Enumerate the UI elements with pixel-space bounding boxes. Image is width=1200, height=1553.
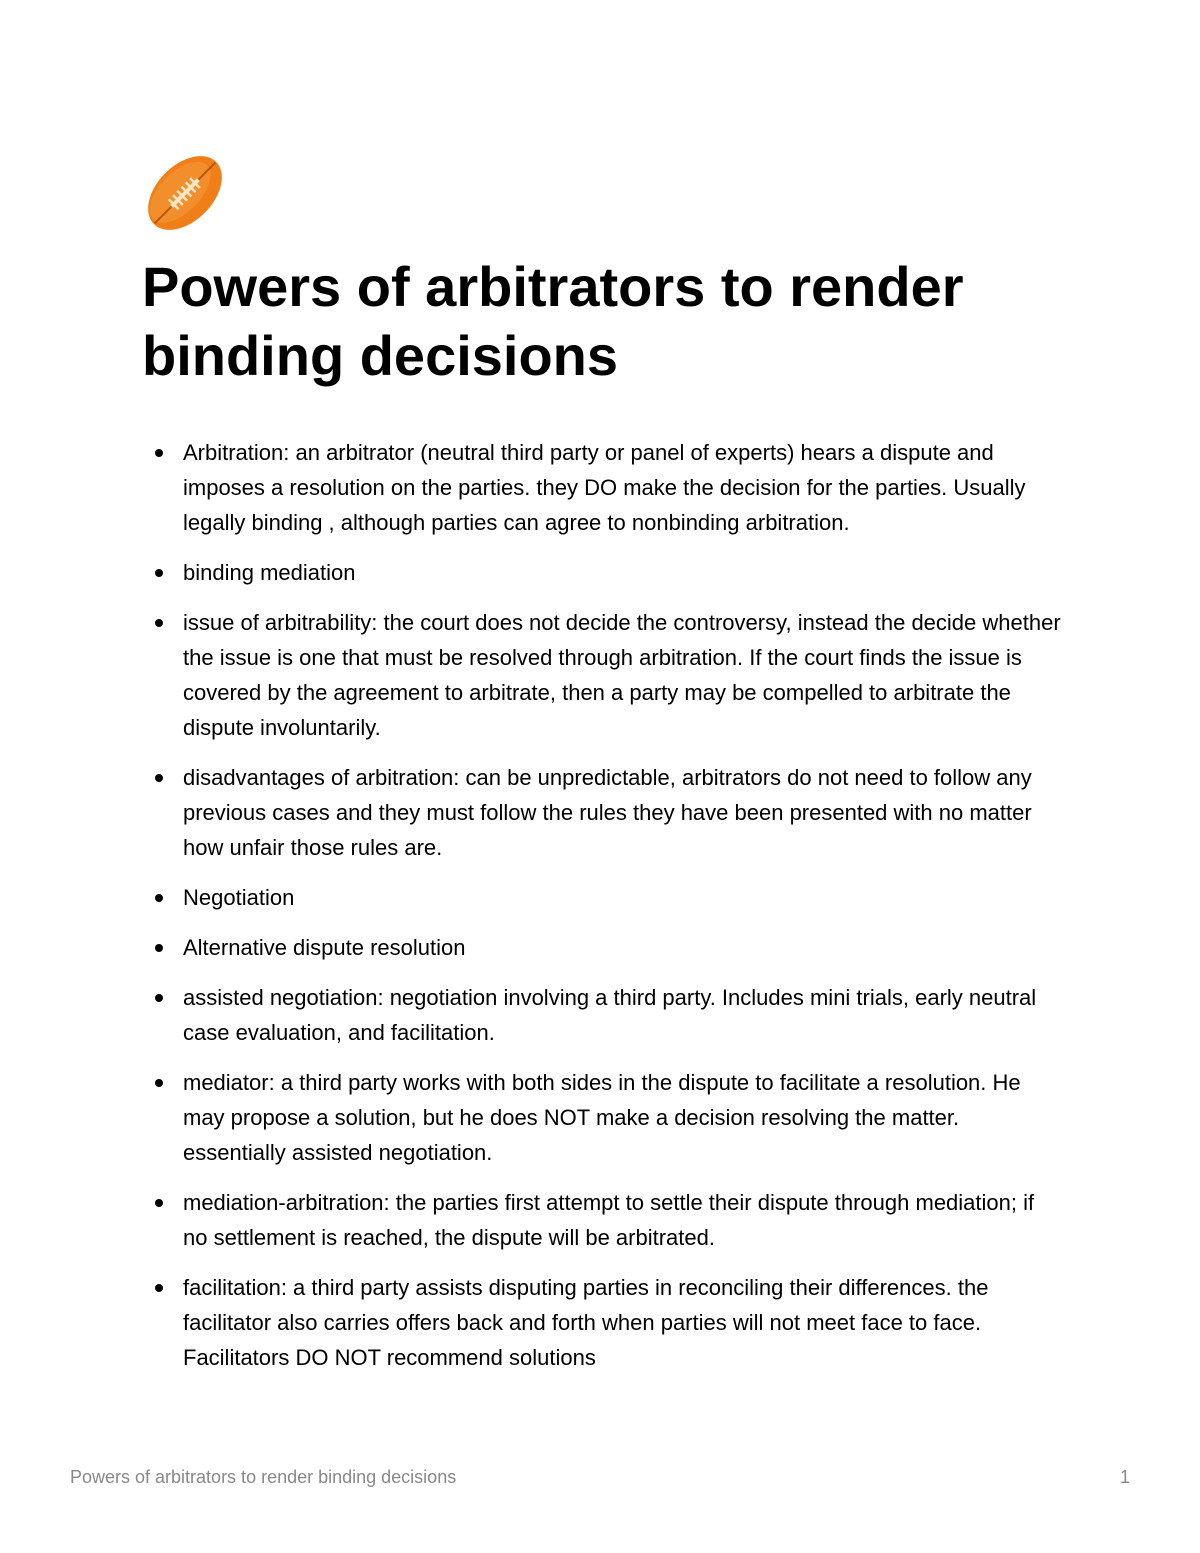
list-item-text: mediation-arbitration: the parties first attempt to settle their dispute through mediation; if no settlement is reached, the dispute will be arbitrated. [183,1190,1035,1250]
bullet-icon [155,944,163,952]
bullet-icon [155,619,163,627]
bullet-icon [155,994,163,1002]
list-item-text: mediator: a third party works with both sides in the dispute to facilitate a resolution. He may propose a solution, but he does NOT make a decision resolving the matter. essentially assisted negotiation. [183,1070,1021,1165]
bullet-icon [155,1284,163,1292]
bullet-icon [155,894,163,902]
list-item-text: binding mediation [183,560,356,585]
bullet-icon [155,1079,163,1087]
footer-title: Powers of arbitrators to render binding decisions [70,1467,457,1487]
list-item-text: issue of arbitrability: the court does not decide the controversy, instead the decide whether the issue is one that must be resolved through arbitration. If the court finds the issue is covered by the agreement to arbitrate, then a party may be compelled to arbitrate the dispute involuntarily. [183,610,1061,740]
list-item-text: assisted negotiation: negotiation involving a third party. Includes mini trials, early neutral case evaluation, and facilitation. [183,985,1037,1045]
list-item [0,1065,1063,1170]
list-item-text: Arbitration: an arbitrator (neutral third party or panel of experts) hears a dispute and imposes a resolution on the parties. they DO make the decision for the parties. Usually legally binding , although parties can agree to nonbinding arbitration. [183,440,1026,535]
list-item [0,555,1063,590]
page-title: Powers of arbitrators to render binding decisions [142,255,964,387]
list-item [0,605,1063,745]
list-item [0,930,1063,965]
bullet-list [0,435,1200,1390]
bullet-icon [155,1199,163,1207]
list-item [0,760,1063,865]
list-item-text: Alternative dispute resolution [183,935,466,960]
list-item [0,880,1063,915]
bullet-icon [155,569,163,577]
list-item [0,1185,1063,1255]
bullet-icon [155,449,163,457]
rugby-football-icon [144,153,226,233]
list-item-text: disadvantages of arbitration: can be unpredictable, arbitrators do not need to follow any previous cases and they must follow the rules they have been presented with no matter how unfair those rules are. [183,765,1032,860]
list-item [0,1270,1063,1375]
page-number: 1 [1119,1467,1130,1487]
list-item [0,980,1063,1050]
list-item-text: Negotiation [183,885,295,910]
list-item [0,435,1063,540]
list-item-text: facilitation: a third party assists disputing parties in reconciling their differences. the facilitator also carries offers back and forth when parties will not meet face to face. Facilitators DO NOT recommend solutions [183,1275,989,1370]
bullet-icon [155,774,163,782]
